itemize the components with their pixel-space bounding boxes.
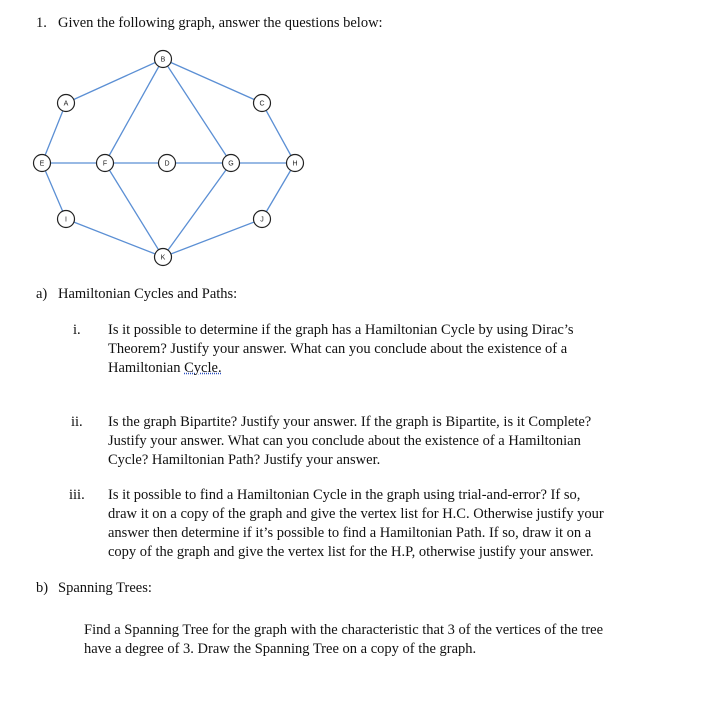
vertex-d — [159, 155, 176, 172]
item-ii-line-3: Cycle? Hamiltonian Path? Justify your answer. — [108, 452, 381, 468]
question-number: 1. — [36, 15, 47, 31]
vertex-label: G — [228, 160, 234, 168]
vertex-e — [34, 155, 51, 172]
part-b-line-1: Find a Spanning Tree for the graph with the characteristic that 3 of the vertices of the tree — [84, 622, 604, 638]
edge-f-k — [102, 160, 163, 257]
vertex-j — [254, 211, 271, 228]
item-i-text — [108, 321, 574, 378]
graph-figure — [0, 40, 320, 280]
vertex-label: I — [65, 216, 67, 224]
vertex-a — [58, 95, 75, 112]
item-iii-numeral: iii. — [69, 487, 85, 503]
vertex-label: B — [160, 56, 166, 64]
part-b-line-2: have a degree of 3. Draw the Spanning Tree on a copy of the graph. — [84, 641, 477, 657]
item-iii-line-3: answer then determine if it’s possible to find a Hamiltonian Path. If so, draw it on a — [108, 525, 592, 541]
vertex-label: E — [39, 160, 45, 168]
item-i-line-3-underlined: Cycle. — [184, 360, 222, 376]
question-text: Given the following graph, answer the questions below: — [58, 15, 383, 31]
vertex-c — [254, 95, 271, 112]
vertex-label: D — [164, 160, 170, 168]
vertex-label: F — [102, 160, 108, 168]
edge-e-i — [39, 160, 66, 219]
vertex-label: H — [292, 160, 298, 168]
edge-k-j — [163, 216, 264, 257]
vertex-label: J — [260, 216, 264, 224]
vertex-b — [155, 51, 172, 68]
edge-i-k — [65, 216, 163, 257]
vertex-f — [97, 155, 114, 172]
item-ii-line-2: Justify your answer. What can you conclude about the existence of a Hamiltonian — [108, 433, 581, 449]
vertex-i — [58, 211, 75, 228]
vertex-h — [287, 155, 304, 172]
vertex-label: K — [160, 254, 166, 262]
edge-h-j — [262, 160, 298, 219]
item-ii-line-1: Is the graph Bipartite? Justify your answer. If the graph is Bipartite, is it Complete? — [108, 414, 592, 430]
item-iii-line-1: Is it possible to find a Hamiltonian Cycle in the graph using trial-and-error? If so, — [108, 487, 581, 503]
item-i-line-3-prefix: Hamiltonian — [108, 360, 185, 376]
item-iii-line-4: copy of the graph and give the vertex list for the H.P, otherwise justify your answer. — [108, 544, 594, 560]
part-b-text — [84, 621, 603, 659]
item-i-line-2: Theorem? Justify your answer. What can you conclude about the existence of a — [108, 341, 568, 357]
edge-c-h — [262, 103, 295, 163]
item-i-line-1: Is it possible to determine if the graph has a Hamiltonian Cycle by using Dirac’s — [108, 322, 574, 338]
part-b-label: b) — [36, 580, 49, 596]
part-a-title: Hamiltonian Cycles and Paths: — [58, 286, 238, 302]
vertex-label: C — [259, 100, 265, 108]
part-b-title: Spanning Trees: — [58, 580, 152, 596]
edge-b-f — [105, 59, 163, 163]
item-i-numeral: i. — [73, 322, 81, 338]
item-iii-text — [108, 486, 604, 562]
edge-a-b — [66, 59, 163, 103]
item-ii-numeral: ii. — [71, 414, 83, 430]
part-a-label: a) — [36, 286, 48, 302]
item-ii-text — [108, 413, 591, 470]
vertex-g — [223, 155, 240, 172]
item-i-line-3 — [108, 359, 574, 378]
edge-g-k — [163, 160, 234, 257]
edge-a-e — [42, 103, 66, 163]
item-iii-line-2: draw it on a copy of the graph and give the vertex list for H.C. Otherwise justify your — [108, 506, 604, 522]
vertex-label: A — [63, 100, 69, 108]
vertex-k — [155, 249, 172, 266]
